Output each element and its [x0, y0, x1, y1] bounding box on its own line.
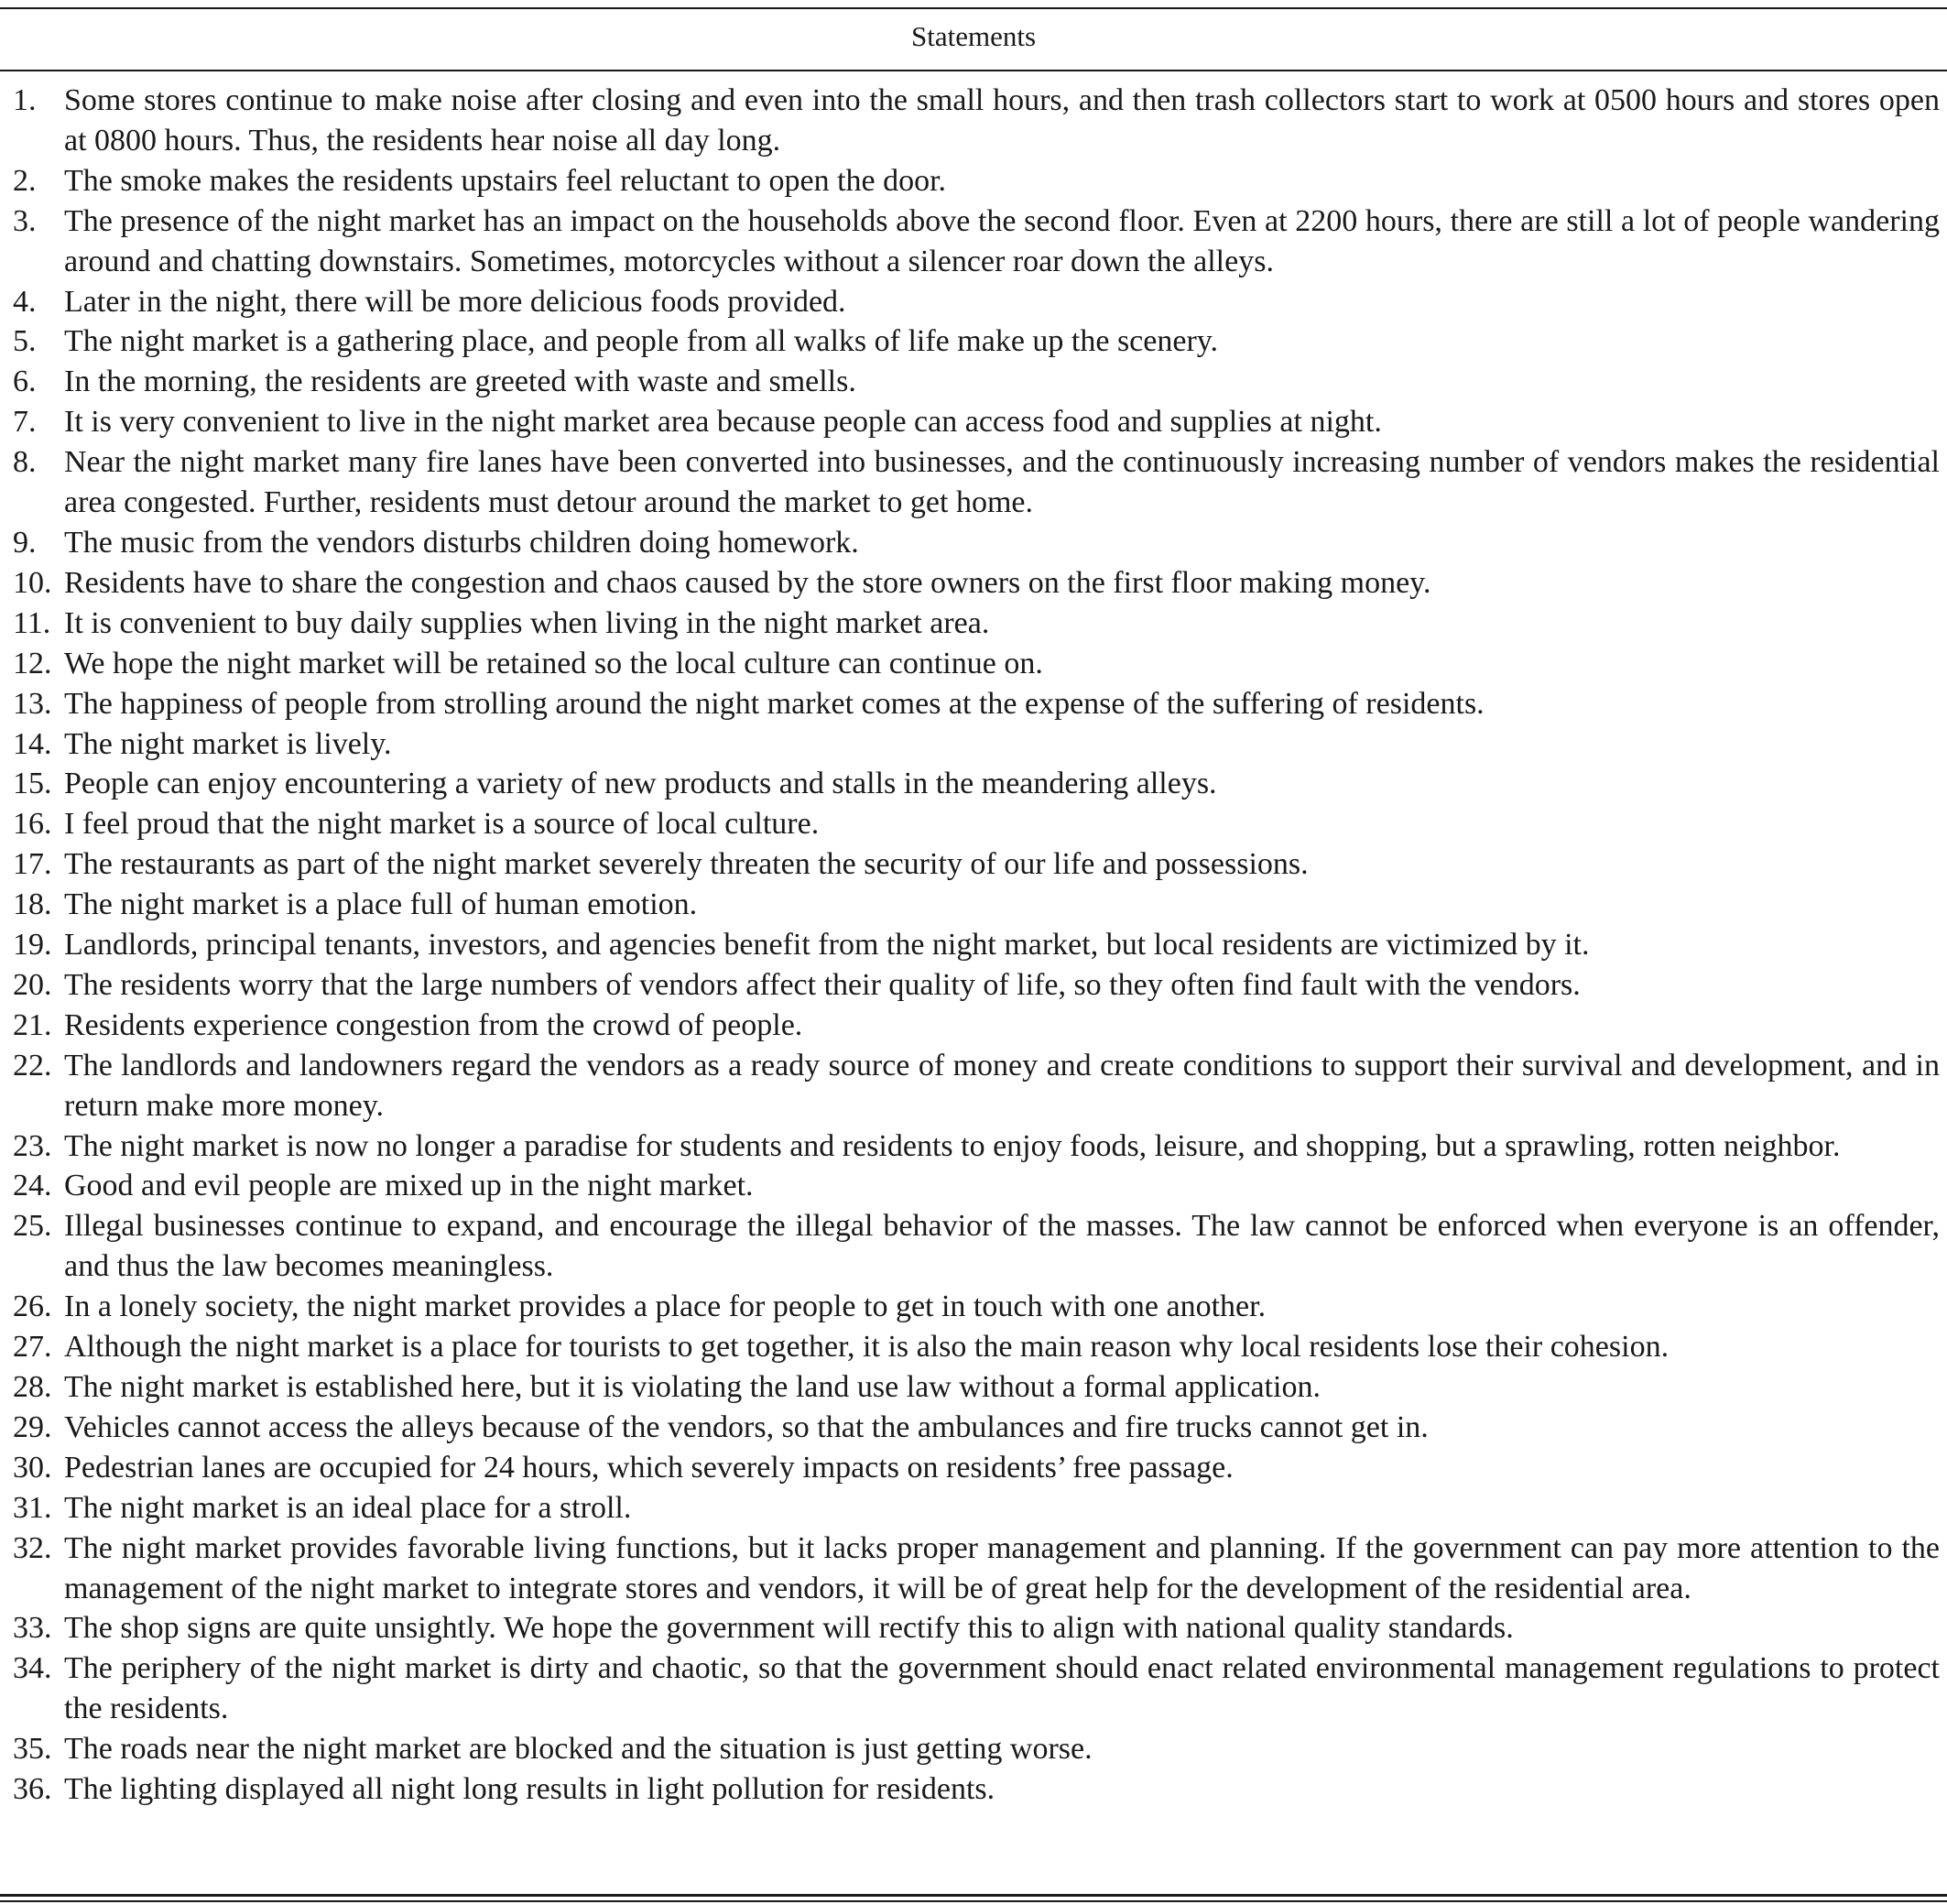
table-header-rule: [0, 70, 1947, 71]
table-row: [0, 1046, 1940, 1126]
table-row: [0, 1729, 1940, 1769]
statement-text: The roads near the night market are blocked and the situation is just getting worse.: [64, 1732, 1093, 1767]
table-row: [0, 81, 1940, 161]
statement-number: 25.: [13, 1209, 52, 1244]
table-bottom-rule-double: [0, 1900, 1947, 1902]
statement-number: 27.: [13, 1330, 52, 1365]
table-row: [0, 161, 1940, 201]
table-row: [0, 684, 1940, 724]
statement-number: 20.: [13, 967, 52, 1002]
table-row: [0, 1206, 1940, 1287]
table-row: [0, 523, 1940, 563]
statement-text: Near the night market many fire lanes have been converted into businesses, and the continuously increasing number of vendors makes the residential area congested. Further, residents must detour around the market to get home.: [64, 445, 1940, 520]
statement-text: The night market is established here, but it is violating the land use law without a formal application.: [64, 1370, 1321, 1404]
statement-text: We hope the night market will be retained so the local culture can continue on.: [64, 646, 1043, 680]
statement-number: 22.: [13, 1048, 52, 1083]
statement-text: The lighting displayed all night long results in light pollution for residents.: [64, 1772, 995, 1807]
statement-number: 7.: [13, 405, 37, 440]
statement-text: Some stores continue to make noise after closing and even into the small hours, and then trash collectors start to work at 0500 hours and stores open at 0800 hours. Thus, the residents hear noise all day long.: [64, 83, 1940, 158]
table-row: [0, 201, 1940, 282]
table-row: [0, 965, 1940, 1006]
statement-number: 13.: [13, 686, 52, 721]
statement-text: Although the night market is a place for tourists to get together, it is also the main reason why local residents lose their cohesion.: [64, 1330, 1670, 1365]
statement-number: 9.: [13, 525, 37, 560]
table-row: [0, 442, 1940, 523]
statement-number: 4.: [13, 284, 37, 319]
statement-number: 15.: [13, 767, 52, 801]
table-row: [0, 1327, 1940, 1367]
statement-text: In a lonely society, the night market provides a place for people to get in touch with one another.: [64, 1289, 1267, 1324]
table-row: [0, 1408, 1940, 1448]
statement-number: 6.: [13, 364, 37, 399]
table-row: [0, 402, 1940, 442]
table-top-rule: [0, 7, 1947, 9]
statement-text: I feel proud that the night market is a source of local culture.: [64, 807, 820, 842]
statement-number: 11.: [13, 605, 51, 640]
statement-text: People can enjoy encountering a variety of new products and stalls in the meandering alleys.: [64, 767, 1217, 801]
statement-text: Good and evil people are mixed up in the night market.: [64, 1169, 754, 1203]
statement-text: It is very convenient to live in the night market area because people can access food and supplies at night.: [64, 405, 1382, 440]
table-row: [0, 1648, 1940, 1729]
statement-number: 36.: [13, 1772, 52, 1807]
statement-number: 30.: [13, 1450, 52, 1485]
table-row: [0, 1448, 1940, 1488]
statement-text: The night market is a gathering place, and people from all walks of life make up the scenery.: [64, 324, 1219, 359]
statement-number: 5.: [13, 324, 37, 359]
statement-number: 19.: [13, 928, 52, 963]
statement-number: 23.: [13, 1128, 52, 1163]
statement-text: The night market is lively.: [64, 726, 392, 761]
statement-text: The night market is an ideal place for a stroll.: [64, 1490, 632, 1525]
statement-number: 31.: [13, 1490, 52, 1525]
statement-text: The night market is now no longer a paradise for students and residents to enjoy foods, leisure, and shopping, but a sprawling, rotten neighbor.: [64, 1128, 1841, 1163]
statement-text: Later in the night, there will be more delicious foods provided.: [64, 284, 846, 319]
table-row: [0, 925, 1940, 965]
table-row: [0, 604, 1940, 644]
statement-text: It is convenient to buy daily supplies when living in the night market area.: [64, 605, 990, 640]
table-row: [0, 1006, 1940, 1046]
statement-text: Illegal businesses continue to expand, and encourage the illegal behavior of the masses. The law cannot be enforced when everyone is an offender, and thus the law becomes meaningless.: [64, 1209, 1940, 1284]
statement-text: Pedestrian lanes are occupied for 24 hours, which severely impacts on residents’ free passage.: [64, 1450, 1234, 1485]
statement-number: 2.: [13, 163, 37, 198]
table-row: [0, 1367, 1940, 1408]
statement-text: The presence of the night market has an impact on the households above the second floor. Even at 2200 hours, there are still a lot of people wandering around and chatting downstairs. Sometimes, motorcycles without a silencer roar down the alleys.: [64, 203, 1940, 278]
statement-number: 18.: [13, 887, 52, 922]
statement-text: Residents experience congestion from the crowd of people.: [64, 1007, 803, 1042]
statement-number: 14.: [13, 726, 52, 761]
statement-number: 32.: [13, 1530, 52, 1565]
table-row: [0, 1529, 1940, 1609]
table-row: [0, 724, 1940, 765]
statement-text: The night market provides favorable living functions, but it lacks proper management and planning. If the government can pay more attention to the management of the night market to integrate stores and vendors, it will be of great help for the development of the residential area.: [64, 1530, 1940, 1605]
table-row: [0, 1488, 1940, 1529]
table-row: [0, 1166, 1940, 1206]
statement-text: Landlords, principal tenants, investors, and agencies benefit from the night market, but local residents are victimized by it.: [64, 928, 1590, 963]
table-row: [0, 1287, 1940, 1327]
statement-number: 17.: [13, 847, 52, 882]
table-bottom-rule: [0, 1894, 1947, 1897]
statement-number: 24.: [13, 1169, 52, 1203]
statement-number: 12.: [13, 646, 52, 680]
table-row: [0, 1769, 1940, 1810]
statement-number: 8.: [13, 445, 37, 480]
statement-text: The shop signs are quite unsightly. We hope the government will rectify this to align with national quality standards.: [64, 1611, 1514, 1646]
table-row: [0, 563, 1940, 604]
statement-text: The restaurants as part of the night market severely threaten the security of our life and possessions.: [64, 847, 1309, 882]
statement-text: Vehicles cannot access the alleys because of the vendors, so that the ambulances and fire trucks cannot get in.: [64, 1409, 1429, 1444]
table-row: [0, 844, 1940, 885]
table-row: [0, 321, 1940, 362]
statement-number: 16.: [13, 807, 52, 842]
table-row: [0, 1608, 1940, 1648]
statement-number: 34.: [13, 1651, 52, 1686]
statement-text: The residents worry that the large numbers of vendors affect their quality of life, so they often find fault with the vendors.: [64, 967, 1581, 1002]
statement-number: 1.: [13, 83, 37, 117]
statement-number: 26.: [13, 1289, 52, 1324]
statement-number: 10.: [13, 565, 52, 600]
table-row: [0, 764, 1940, 804]
table-row: [0, 1126, 1940, 1167]
statement-number: 33.: [13, 1611, 52, 1646]
table-row: [0, 282, 1940, 322]
table-row: [0, 644, 1940, 684]
statements-list: [0, 81, 1940, 1810]
statement-number: 29.: [13, 1409, 52, 1444]
statement-text: The smoke makes the residents upstairs feel reluctant to open the door.: [64, 163, 947, 198]
statement-text: The night market is a place full of human emotion.: [64, 887, 698, 922]
statement-text: The landlords and landowners regard the vendors as a ready source of money and create conditions to support their survival and development, and in return make more money.: [64, 1048, 1940, 1123]
statement-number: 35.: [13, 1732, 52, 1767]
table-row: [0, 885, 1940, 925]
statement-text: In the morning, the residents are greeted with waste and smells.: [64, 364, 856, 399]
statement-text: The happiness of people from strolling around the night market comes at the expense of the suffering of residents.: [64, 686, 1485, 721]
table-row: [0, 362, 1940, 402]
statement-text: Residents have to share the congestion and chaos caused by the store owners on the first floor making money.: [64, 565, 1431, 600]
statement-number: 3.: [13, 203, 37, 238]
statement-number: 28.: [13, 1370, 52, 1404]
statement-text: The periphery of the night market is dirty and chaotic, so that the government should enact related environmental management regulations to protect the residents.: [64, 1651, 1940, 1726]
table-header: Statements: [910, 20, 1037, 52]
table-row: [0, 804, 1940, 844]
statement-text: The music from the vendors disturbs children doing homework.: [64, 525, 859, 560]
statement-number: 21.: [13, 1007, 52, 1042]
